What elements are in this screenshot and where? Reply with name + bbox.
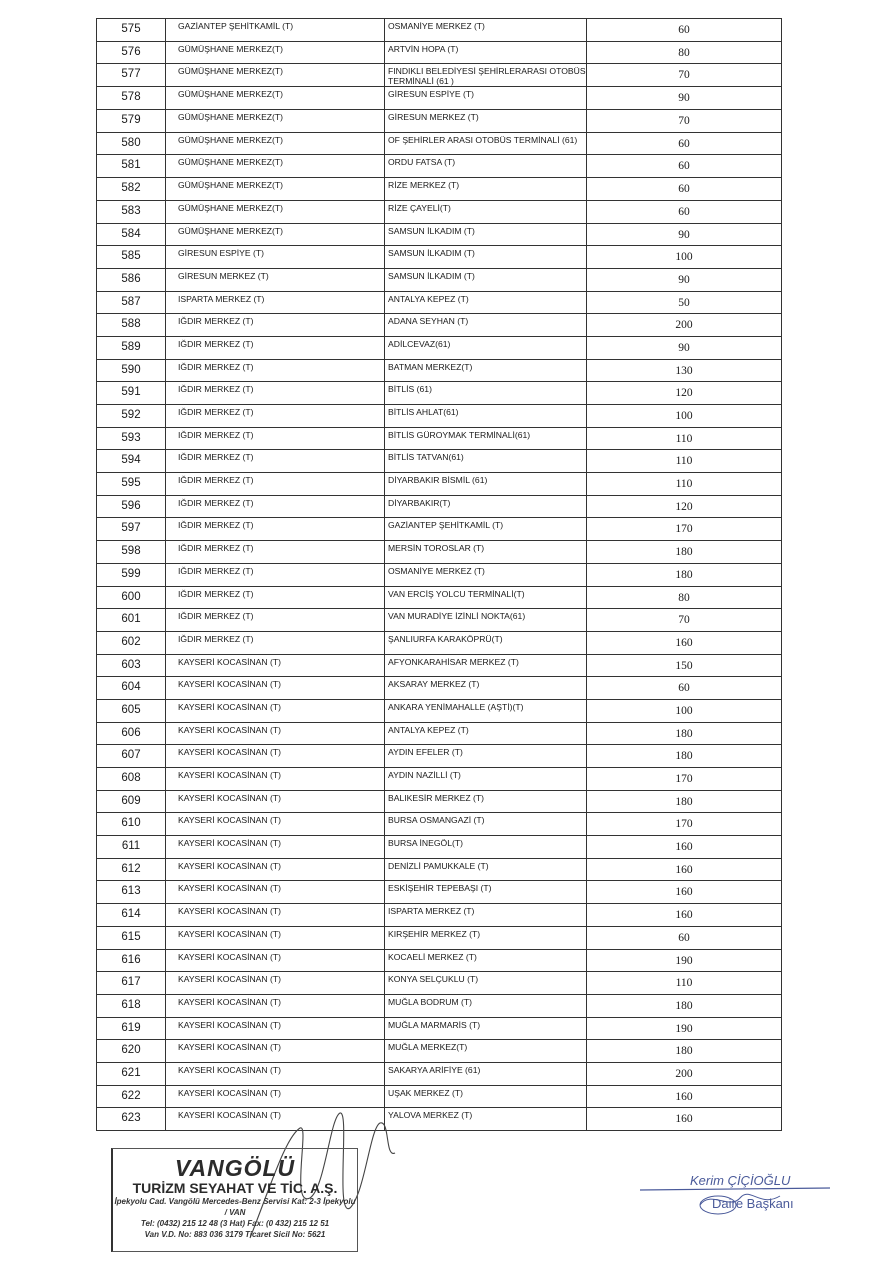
row-number: 619	[97, 1017, 166, 1040]
origin-terminal: IĞDIR MERKEZ (T)	[166, 450, 385, 473]
origin-terminal: IĞDIR MERKEZ (T)	[166, 518, 385, 541]
origin-terminal: KAYSERİ KOCASİNAN (T)	[166, 1108, 385, 1131]
destination-terminal: OSMANİYE MERKEZ (T)	[385, 563, 587, 586]
row-number: 608	[97, 768, 166, 791]
origin-terminal: KAYSERİ KOCASİNAN (T)	[166, 1062, 385, 1085]
routes-table	[96, 18, 782, 1131]
table-row	[97, 314, 782, 337]
table-row	[97, 768, 782, 791]
fare-value: 60	[587, 178, 782, 201]
company-stamp	[111, 1148, 358, 1252]
destination-terminal: DENİZLİ PAMUKKALE (T)	[385, 858, 587, 881]
fare-value: 90	[587, 87, 782, 110]
origin-terminal: GÜMÜŞHANE MERKEZ(T)	[166, 200, 385, 223]
origin-terminal: KAYSERİ KOCASİNAN (T)	[166, 722, 385, 745]
fare-value: 110	[587, 427, 782, 450]
table-row	[97, 1085, 782, 1108]
fare-value: 60	[587, 200, 782, 223]
row-number: 588	[97, 314, 166, 337]
row-number: 613	[97, 881, 166, 904]
fare-value: 160	[587, 836, 782, 859]
table-row	[97, 654, 782, 677]
destination-terminal: MUĞLA MERKEZ(T)	[385, 1040, 587, 1063]
fare-value: 180	[587, 541, 782, 564]
destination-terminal: DİYARBAKIR(T)	[385, 495, 587, 518]
origin-terminal: ISPARTA MERKEZ (T)	[166, 291, 385, 314]
destination-terminal: ANTALYA KEPEZ (T)	[385, 291, 587, 314]
origin-terminal: GİRESUN MERKEZ (T)	[166, 268, 385, 291]
fare-value: 70	[587, 110, 782, 133]
origin-terminal: KAYSERİ KOCASİNAN (T)	[166, 813, 385, 836]
origin-terminal: IĞDIR MERKEZ (T)	[166, 473, 385, 496]
table-row	[97, 155, 782, 178]
row-number: 597	[97, 518, 166, 541]
destination-terminal: ISPARTA MERKEZ (T)	[385, 904, 587, 927]
fare-value: 180	[587, 563, 782, 586]
destination-terminal: KOCAELİ MERKEZ (T)	[385, 949, 587, 972]
table-row	[97, 246, 782, 269]
fare-value: 160	[587, 631, 782, 654]
routes-table-body	[97, 19, 782, 1131]
destination-terminal: GAZİANTEP ŞEHİTKAMİL (T)	[385, 518, 587, 541]
table-row	[97, 994, 782, 1017]
row-number: 599	[97, 563, 166, 586]
table-row	[97, 427, 782, 450]
destination-terminal: SAKARYA ARİFİYE (61)	[385, 1062, 587, 1085]
fare-value: 180	[587, 745, 782, 768]
fare-value: 170	[587, 518, 782, 541]
table-row	[97, 1017, 782, 1040]
row-number: 584	[97, 223, 166, 246]
fare-value: 160	[587, 858, 782, 881]
origin-terminal: IĞDIR MERKEZ (T)	[166, 586, 385, 609]
table-row	[97, 336, 782, 359]
stamp-brand: VANGÖLÜ	[174, 1155, 296, 1181]
origin-terminal: GÜMÜŞHANE MERKEZ(T)	[166, 132, 385, 155]
destination-terminal: ARTVİN HOPA (T)	[385, 41, 587, 64]
row-number: 582	[97, 178, 166, 201]
table-row	[97, 1062, 782, 1085]
table-row	[97, 836, 782, 859]
table-row	[97, 745, 782, 768]
origin-terminal: GÜMÜŞHANE MERKEZ(T)	[166, 87, 385, 110]
destination-terminal: AKSARAY MERKEZ (T)	[385, 677, 587, 700]
destination-terminal: ORDU FATSA (T)	[385, 155, 587, 178]
origin-terminal: GÜMÜŞHANE MERKEZ(T)	[166, 178, 385, 201]
table-row	[97, 64, 782, 87]
fare-value: 80	[587, 586, 782, 609]
table-row	[97, 813, 782, 836]
destination-terminal: UŞAK MERKEZ (T)	[385, 1085, 587, 1108]
table-row	[97, 291, 782, 314]
row-number: 593	[97, 427, 166, 450]
fare-value: 200	[587, 314, 782, 337]
destination-terminal: ANTALYA KEPEZ (T)	[385, 722, 587, 745]
table-row	[97, 972, 782, 995]
origin-terminal: KAYSERİ KOCASİNAN (T)	[166, 836, 385, 859]
destination-terminal: MUĞLA MARMARİS (T)	[385, 1017, 587, 1040]
row-number: 600	[97, 586, 166, 609]
row-number: 616	[97, 949, 166, 972]
origin-terminal: KAYSERİ KOCASİNAN (T)	[166, 972, 385, 995]
origin-terminal: IĞDIR MERKEZ (T)	[166, 314, 385, 337]
table-row	[97, 926, 782, 949]
row-number: 591	[97, 382, 166, 405]
origin-terminal: GÜMÜŞHANE MERKEZ(T)	[166, 110, 385, 133]
row-number: 604	[97, 677, 166, 700]
origin-terminal: IĞDIR MERKEZ (T)	[166, 631, 385, 654]
table-row	[97, 200, 782, 223]
fare-value: 200	[587, 1062, 782, 1085]
row-number: 586	[97, 268, 166, 291]
origin-terminal: GÜMÜŞHANE MERKEZ(T)	[166, 41, 385, 64]
table-row	[97, 563, 782, 586]
row-number: 575	[97, 19, 166, 42]
table-row	[97, 1040, 782, 1063]
destination-terminal: GİRESUN ESPİYE (T)	[385, 87, 587, 110]
row-number: 618	[97, 994, 166, 1017]
table-row	[97, 41, 782, 64]
table-row	[97, 382, 782, 405]
fare-value: 190	[587, 949, 782, 972]
table-row	[97, 858, 782, 881]
destination-terminal: DİYARBAKIR BİSMİL (61)	[385, 473, 587, 496]
row-number: 595	[97, 473, 166, 496]
fare-value: 110	[587, 972, 782, 995]
destination-terminal: RİZE MERKEZ (T)	[385, 178, 587, 201]
table-row	[97, 405, 782, 428]
origin-terminal: KAYSERİ KOCASİNAN (T)	[166, 768, 385, 791]
origin-terminal: IĞDIR MERKEZ (T)	[166, 495, 385, 518]
origin-terminal: KAYSERİ KOCASİNAN (T)	[166, 1085, 385, 1108]
official-signature-mark	[640, 1160, 840, 1220]
fare-value: 180	[587, 790, 782, 813]
table-row	[97, 495, 782, 518]
destination-terminal: FINDIKLI BELEDİYESİ ŞEHİRLERARASI OTOBÜS TERMİNALİ (61 )	[385, 64, 587, 87]
row-number: 606	[97, 722, 166, 745]
table-row	[97, 223, 782, 246]
destination-terminal: BİTLİS GÜROYMAK TERMİNALİ(61)	[385, 427, 587, 450]
origin-terminal: IĞDIR MERKEZ (T)	[166, 405, 385, 428]
row-number: 609	[97, 790, 166, 813]
fare-value: 70	[587, 609, 782, 632]
fare-value: 70	[587, 64, 782, 87]
table-row	[97, 881, 782, 904]
row-number: 612	[97, 858, 166, 881]
origin-terminal: KAYSERİ KOCASİNAN (T)	[166, 994, 385, 1017]
table-row	[97, 699, 782, 722]
fare-value: 110	[587, 450, 782, 473]
signature-name: Kerim ÇİÇİOĞLU	[690, 1173, 791, 1188]
fare-value: 110	[587, 473, 782, 496]
destination-terminal: ANKARA YENİMAHALLE (AŞTİ)(T)	[385, 699, 587, 722]
origin-terminal: KAYSERİ KOCASİNAN (T)	[166, 904, 385, 927]
origin-terminal: IĞDIR MERKEZ (T)	[166, 541, 385, 564]
origin-terminal: IĞDIR MERKEZ (T)	[166, 336, 385, 359]
fare-value: 60	[587, 926, 782, 949]
fare-value: 180	[587, 722, 782, 745]
fare-value: 170	[587, 813, 782, 836]
origin-terminal: GİRESUN ESPİYE (T)	[166, 246, 385, 269]
destination-terminal: YALOVA MERKEZ (T)	[385, 1108, 587, 1131]
destination-terminal: MERSİN TOROSLAR (T)	[385, 541, 587, 564]
row-number: 620	[97, 1040, 166, 1063]
row-number: 622	[97, 1085, 166, 1108]
fare-value: 60	[587, 677, 782, 700]
fare-value: 60	[587, 132, 782, 155]
destination-terminal: BATMAN MERKEZ(T)	[385, 359, 587, 382]
row-number: 610	[97, 813, 166, 836]
destination-terminal: OSMANİYE MERKEZ (T)	[385, 19, 587, 42]
fare-value: 100	[587, 699, 782, 722]
row-number: 583	[97, 200, 166, 223]
destination-terminal: BİTLİS AHLAT(61)	[385, 405, 587, 428]
destination-terminal: OF ŞEHİRLER ARASI OTOBÜS TERMİNALİ (61)	[385, 132, 587, 155]
origin-terminal: IĞDIR MERKEZ (T)	[166, 382, 385, 405]
destination-terminal: BİTLİS TATVAN(61)	[385, 450, 587, 473]
row-number: 592	[97, 405, 166, 428]
table-row	[97, 631, 782, 654]
fare-value: 160	[587, 881, 782, 904]
row-number: 603	[97, 654, 166, 677]
table-row	[97, 268, 782, 291]
fare-value: 90	[587, 336, 782, 359]
table-row	[97, 949, 782, 972]
fare-value: 50	[587, 291, 782, 314]
origin-terminal: KAYSERİ KOCASİNAN (T)	[166, 699, 385, 722]
row-number: 587	[97, 291, 166, 314]
row-number: 581	[97, 155, 166, 178]
fare-value: 180	[587, 1040, 782, 1063]
origin-terminal: KAYSERİ KOCASİNAN (T)	[166, 745, 385, 768]
table-row	[97, 722, 782, 745]
fare-value: 130	[587, 359, 782, 382]
row-number: 611	[97, 836, 166, 859]
row-number: 578	[97, 87, 166, 110]
row-number: 577	[97, 64, 166, 87]
table-row	[97, 110, 782, 133]
row-number: 605	[97, 699, 166, 722]
row-number: 602	[97, 631, 166, 654]
origin-terminal: IĞDIR MERKEZ (T)	[166, 427, 385, 450]
fare-value: 100	[587, 246, 782, 269]
table-row	[97, 586, 782, 609]
row-number: 601	[97, 609, 166, 632]
table-row	[97, 473, 782, 496]
signature-title: Daire Başkanı	[712, 1196, 794, 1211]
destination-terminal: ESKİŞEHİR TEPEBAŞI (T)	[385, 881, 587, 904]
fare-value: 160	[587, 1085, 782, 1108]
destination-terminal: BURSA İNEGÖL(T)	[385, 836, 587, 859]
table-row	[97, 1108, 782, 1131]
destination-terminal: MUĞLA BODRUM (T)	[385, 994, 587, 1017]
destination-terminal: SAMSUN İLKADIM (T)	[385, 268, 587, 291]
row-number: 580	[97, 132, 166, 155]
row-number: 617	[97, 972, 166, 995]
table-row	[97, 132, 782, 155]
origin-terminal: IĞDIR MERKEZ (T)	[166, 609, 385, 632]
destination-terminal: KIRŞEHİR MERKEZ (T)	[385, 926, 587, 949]
origin-terminal: KAYSERİ KOCASİNAN (T)	[166, 677, 385, 700]
table-row	[97, 904, 782, 927]
destination-terminal: AYDIN EFELER (T)	[385, 745, 587, 768]
destination-terminal: SAMSUN İLKADIM (T)	[385, 246, 587, 269]
row-number: 615	[97, 926, 166, 949]
origin-terminal: KAYSERİ KOCASİNAN (T)	[166, 790, 385, 813]
destination-terminal: KONYA SELÇUKLU (T)	[385, 972, 587, 995]
row-number: 590	[97, 359, 166, 382]
destination-terminal: VAN MURADİYE İZİNLİ NOKTA(61)	[385, 609, 587, 632]
origin-terminal: KAYSERİ KOCASİNAN (T)	[166, 949, 385, 972]
destination-terminal: GİRESUN MERKEZ (T)	[385, 110, 587, 133]
stamp-tax: Van V.D. No: 883 036 3179 Ticaret Sicil No: 5621	[144, 1230, 326, 1239]
destination-terminal: ADANA SEYHAN (T)	[385, 314, 587, 337]
fare-value: 160	[587, 1108, 782, 1131]
destination-terminal: BALIKESİR MERKEZ (T)	[385, 790, 587, 813]
destination-terminal: ADİLCEVAZ(61)	[385, 336, 587, 359]
row-number: 607	[97, 745, 166, 768]
origin-terminal: GÜMÜŞHANE MERKEZ(T)	[166, 223, 385, 246]
table-row	[97, 178, 782, 201]
fare-value: 190	[587, 1017, 782, 1040]
origin-terminal: KAYSERİ KOCASİNAN (T)	[166, 1040, 385, 1063]
origin-terminal: KAYSERİ KOCASİNAN (T)	[166, 926, 385, 949]
table-row	[97, 450, 782, 473]
fare-value: 150	[587, 654, 782, 677]
origin-terminal: IĞDIR MERKEZ (T)	[166, 359, 385, 382]
destination-terminal: VAN ERCİŞ YOLCU TERMİNALİ(T)	[385, 586, 587, 609]
fare-value: 80	[587, 41, 782, 64]
table-row	[97, 677, 782, 700]
destination-terminal: RİZE ÇAYELİ(T)	[385, 200, 587, 223]
fare-value: 100	[587, 405, 782, 428]
destination-terminal: AYDIN NAZİLLİ (T)	[385, 768, 587, 791]
origin-terminal: KAYSERİ KOCASİNAN (T)	[166, 1017, 385, 1040]
table-row	[97, 19, 782, 42]
origin-terminal: IĞDIR MERKEZ (T)	[166, 563, 385, 586]
stamp-address: İpekyolu Cad. Vangölü Mercedes-Benz Servisi Kat: 2-3 İpekyolu / VAN	[114, 1197, 356, 1217]
fare-value: 120	[587, 382, 782, 405]
table-row	[97, 518, 782, 541]
row-number: 598	[97, 541, 166, 564]
fare-value: 90	[587, 223, 782, 246]
fare-value: 90	[587, 268, 782, 291]
row-number: 576	[97, 41, 166, 64]
stamp-phone: Tel: (0432) 215 12 48 (3 Hat) Fax: (0 432) 215 12 51	[140, 1219, 330, 1228]
destination-terminal: SAMSUN İLKADIM (T)	[385, 223, 587, 246]
row-number: 589	[97, 336, 166, 359]
origin-terminal: KAYSERİ KOCASİNAN (T)	[166, 654, 385, 677]
table-row	[97, 359, 782, 382]
table-row	[97, 541, 782, 564]
origin-terminal: GÜMÜŞHANE MERKEZ(T)	[166, 155, 385, 178]
origin-terminal: GÜMÜŞHANE MERKEZ(T)	[166, 64, 385, 87]
row-number: 579	[97, 110, 166, 133]
destination-terminal: ŞANLIURFA KARAKÖPRÜ(T)	[385, 631, 587, 654]
fare-value: 160	[587, 904, 782, 927]
row-number: 621	[97, 1062, 166, 1085]
row-number: 623	[97, 1108, 166, 1131]
row-number: 594	[97, 450, 166, 473]
origin-terminal: KAYSERİ KOCASİNAN (T)	[166, 858, 385, 881]
origin-terminal: KAYSERİ KOCASİNAN (T)	[166, 881, 385, 904]
row-number: 585	[97, 246, 166, 269]
fare-value: 170	[587, 768, 782, 791]
origin-terminal: GAZİANTEP ŞEHİTKAMİL (T)	[166, 19, 385, 42]
row-number: 596	[97, 495, 166, 518]
fare-value: 60	[587, 155, 782, 178]
row-number: 614	[97, 904, 166, 927]
destination-terminal: BURSA OSMANGAZİ (T)	[385, 813, 587, 836]
table-row	[97, 609, 782, 632]
table-row	[97, 790, 782, 813]
destination-terminal: AFYONKARAHİSAR MERKEZ (T)	[385, 654, 587, 677]
destination-terminal: BİTLİS (61)	[385, 382, 587, 405]
table-row	[97, 87, 782, 110]
stamp-company: TURİZM SEYAHAT VE TİC. A.Ş.	[132, 1180, 338, 1196]
fare-value: 60	[587, 19, 782, 42]
fare-value: 180	[587, 994, 782, 1017]
fare-value: 120	[587, 495, 782, 518]
